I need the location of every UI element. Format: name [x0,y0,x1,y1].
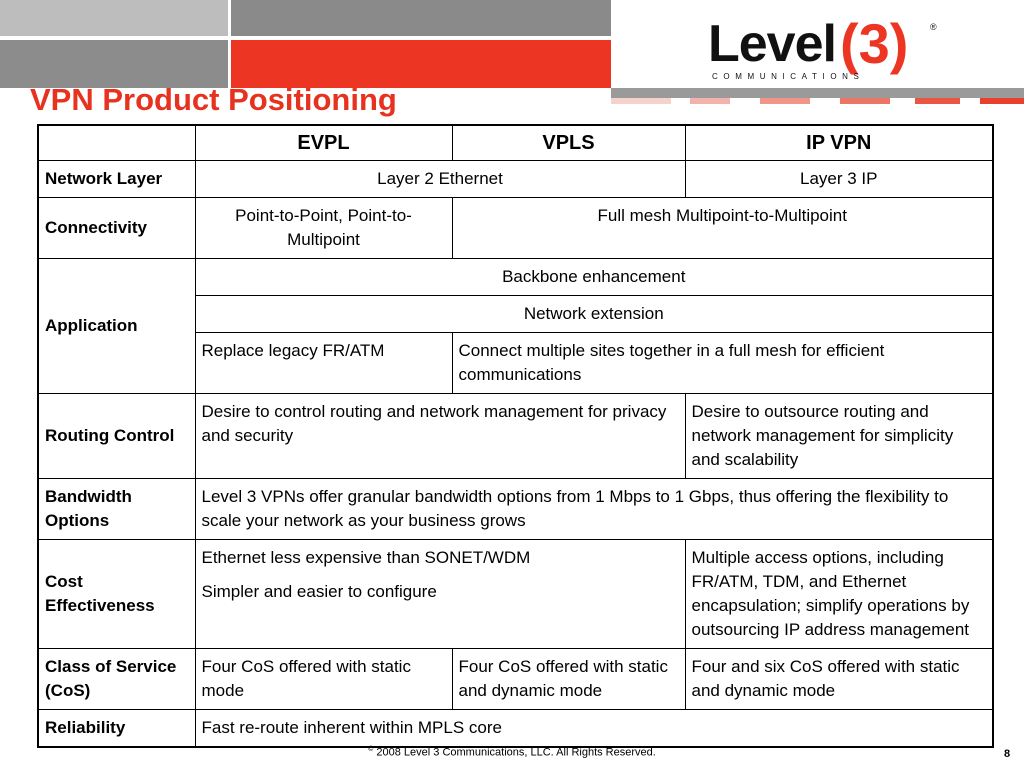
slide-title: VPN Product Positioning [30,82,397,117]
cell-network-layer-ipvpn: Layer 3 IP [685,161,993,198]
row-header-application: Application [38,259,195,394]
logo-registered-mark: ® [930,22,937,32]
table-row-application [38,259,993,296]
row-header-connectivity: Connectivity [38,198,195,259]
row-header-reliability: Reliability [38,710,195,748]
table-row-cos [38,649,993,710]
cell-cost-ipvpn: Multiple access options, including FR/ATM, TDM, and Ethernet encapsulation; simplify operations by outsourcing IP address management [685,540,993,649]
cell-network-layer-evpl-vpls: Layer 2 Ethernet [195,161,685,198]
table-row-bandwidth [38,479,993,540]
cost-point-1: Ethernet less expensive than SONET/WDM [201,548,531,567]
row-header-routing-control: Routing Control [38,394,195,479]
column-header-ipvpn: IP VPN [685,125,993,161]
cell-application-extension: Network extension [195,296,993,333]
header-block-light-grey [0,0,228,36]
copyright-symbol: © [368,746,374,753]
table-row-routing-control [38,394,993,479]
footer-copyright [0,746,1024,759]
comparison-table [37,124,994,748]
row-header-cos: Class of Service (CoS) [38,649,195,710]
cost-point-2: Simpler and easier to configure [201,582,437,601]
level3-logo [708,12,938,90]
table-row-connectivity [38,198,993,259]
cell-application-vpls-ipvpn: Connect multiple sites together in a full mesh for efficient communications [452,333,993,394]
column-header-vpls: VPLS [452,125,685,161]
logo-subtitle: COMMUNICATIONS [712,72,865,81]
table-corner-cell [38,125,195,161]
cell-routing-ipvpn: Desire to outsource routing and network management for simplicity and scalability [685,394,993,479]
table-row-network-layer [38,161,993,198]
header-block-mid-grey [0,40,228,88]
cell-cos-vpls: Four CoS offered with static and dynamic mode [452,649,685,710]
cell-connectivity-evpl: Point-to-Point, Point-to-Multipoint [195,198,452,259]
header-accent-tick [760,98,810,104]
header-accent-tick [690,98,730,104]
cell-cost-evpl-vpls [195,540,685,649]
table-row-reliability [38,710,993,748]
table-header-row [38,125,993,161]
header-accent-tick [840,98,890,104]
page-number: 8 [1004,748,1011,760]
column-header-evpl: EVPL [195,125,452,161]
header-accent-tick [915,98,960,104]
logo-number: (3) [840,12,909,75]
row-header-cost: Cost Effectiveness [38,540,195,649]
header-block-red [231,40,611,88]
header-block-dark-grey [231,0,611,36]
header-accent-tick [611,98,671,104]
header-accent-tick [980,98,1024,104]
table-row-cost [38,540,993,649]
row-header-network-layer: Network Layer [38,161,195,198]
cell-cos-evpl: Four CoS offered with static mode [195,649,452,710]
cell-connectivity-vpls-ipvpn: Full mesh Multipoint-to-Multipoint [452,198,993,259]
copyright-text: 2008 Level 3 Communications, LLC. All Rights Reserved. [373,746,656,759]
cell-reliability-all: Fast re-route inherent within MPLS core [195,710,993,748]
cell-routing-evpl-vpls: Desire to control routing and network management for privacy and security [195,394,685,479]
logo-wordmark: Level [708,15,836,73]
cell-bandwidth-all: Level 3 VPNs offer granular bandwidth options from 1 Mbps to 1 Gbps, thus offering the flexibility to scale your network as your business grows [195,479,993,540]
cell-cos-ipvpn: Four and six CoS offered with static and dynamic mode [685,649,993,710]
cell-application-evpl: Replace legacy FR/ATM [195,333,452,394]
row-header-bandwidth: Bandwidth Options [38,479,195,540]
cell-application-backbone: Backbone enhancement [195,259,993,296]
